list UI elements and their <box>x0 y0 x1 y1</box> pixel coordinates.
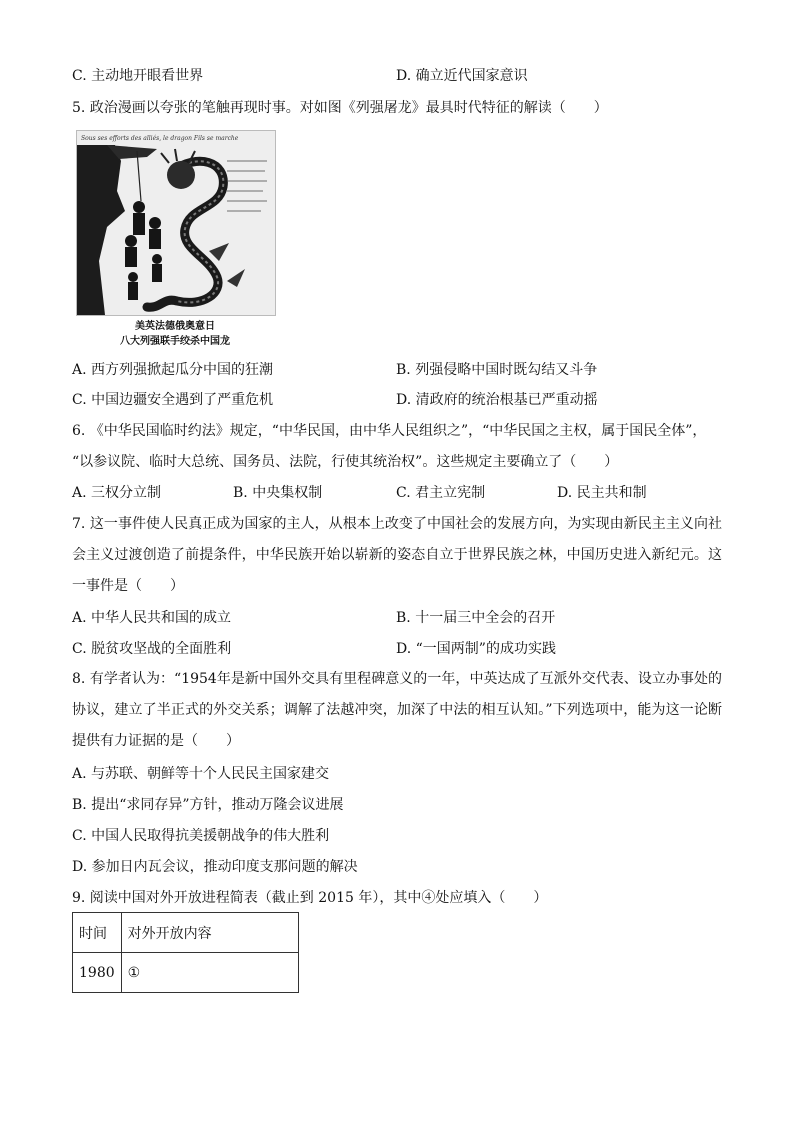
q8-option-b: B. 提出“求同存异”方针，推动万隆会议进展 <box>72 797 344 813</box>
q8-option-a: A. 与苏联、朝鲜等十个人民民主国家建交 <box>72 766 330 782</box>
cartoon-figure <box>76 130 276 316</box>
q7-option-b: B. 十一届三中全会的召开 <box>396 610 556 626</box>
q6-stem-line2: “以参议院、临时大总统、国务员、法院，行使其统治权”。这些规定主要确立了（ ） <box>72 454 619 470</box>
q5-option-a: A. 西方列强掀起瓜分中国的狂潮 <box>72 362 274 378</box>
table-cell-content: ① <box>121 953 298 993</box>
table-row <box>73 953 299 993</box>
q5-option-b: B. 列强侵略中国时既勾结又斗争 <box>396 362 598 378</box>
q5-option-d: D. 清政府的统治根基已严重动摇 <box>396 392 598 408</box>
q6-option-d: D. 民主共和制 <box>557 485 647 501</box>
q5-option-c: C. 中国边疆安全遇到了严重危机 <box>72 392 274 408</box>
q6-stem-line1: 6. 《中华民国临时约法》规定，“中华民国，由中华人民组织之”，“中华民国之主权，属于国民全体”， <box>72 423 707 439</box>
q7-option-c: C. 脱贫攻坚战的全面胜利 <box>72 641 232 657</box>
q7-option-d: D. “一国两制”的成功实践 <box>396 641 556 657</box>
q7-option-a: A. 中华人民共和国的成立 <box>72 610 232 626</box>
q6-option-a: A. 三权分立制 <box>72 485 162 501</box>
q8-option-c: C. 中国人民取得抗美援朝战争的伟大胜利 <box>72 828 330 844</box>
q6-option-c: C. 君主立宪制 <box>396 485 486 501</box>
q9-stem: 9. 阅读中国对外开放进程简表（截止到 2015 年），其中④处应填入（ ） <box>72 890 548 906</box>
cartoon-caption-line1: 美英法德俄奥意日 <box>135 321 215 332</box>
table-cell-year: 1980 <box>73 953 122 993</box>
table-header-row <box>73 913 299 953</box>
q5-stem: 5. 政治漫画以夸张的笔触再现时事。对如图《列强屠龙》最具时代特征的解读（ ） <box>72 100 608 116</box>
q4-option-d: D. 确立近代国家意识 <box>396 68 528 84</box>
q7-stem: 7. 这一事件使人民真正成为国家的主人，从根本上改变了中国社会的发展方向，为实现由新民主主义向社会主义过渡创造了前提条件，中华民族开始以崭新的姿态自立于世界民族之林，中国历史进入新纪元。这一事件是（ ） <box>72 516 722 594</box>
q4-option-c: C. 主动地开眼看世界 <box>72 68 204 84</box>
table-header-content: 对外开放内容 <box>121 913 298 953</box>
q8-stem: 8. 有学者认为：“1954年是新中国外交具有里程碑意义的一年，中英达成了互派外交代表、设立办事处的协议，建立了半正式的外交关系；调解了法越冲突，加深了中法的相互认知。”下列选项中，能为这一论断提供有力证据的是（ ） <box>72 671 722 749</box>
q8-option-d: D. 参加日内瓦会议，推动印度支那问题的解决 <box>72 859 358 875</box>
cartoon-top-text: Sous ses efforts des alliés, le dragon Fils se marche <box>81 135 239 142</box>
open-policy-table <box>72 912 299 993</box>
q6-option-b: B. 中央集权制 <box>233 485 323 501</box>
table-header-time: 时间 <box>73 913 122 953</box>
cartoon-caption-line2: 八大列强联手绞杀中国龙 <box>120 336 230 347</box>
dragon-cartoon-image <box>77 131 275 315</box>
